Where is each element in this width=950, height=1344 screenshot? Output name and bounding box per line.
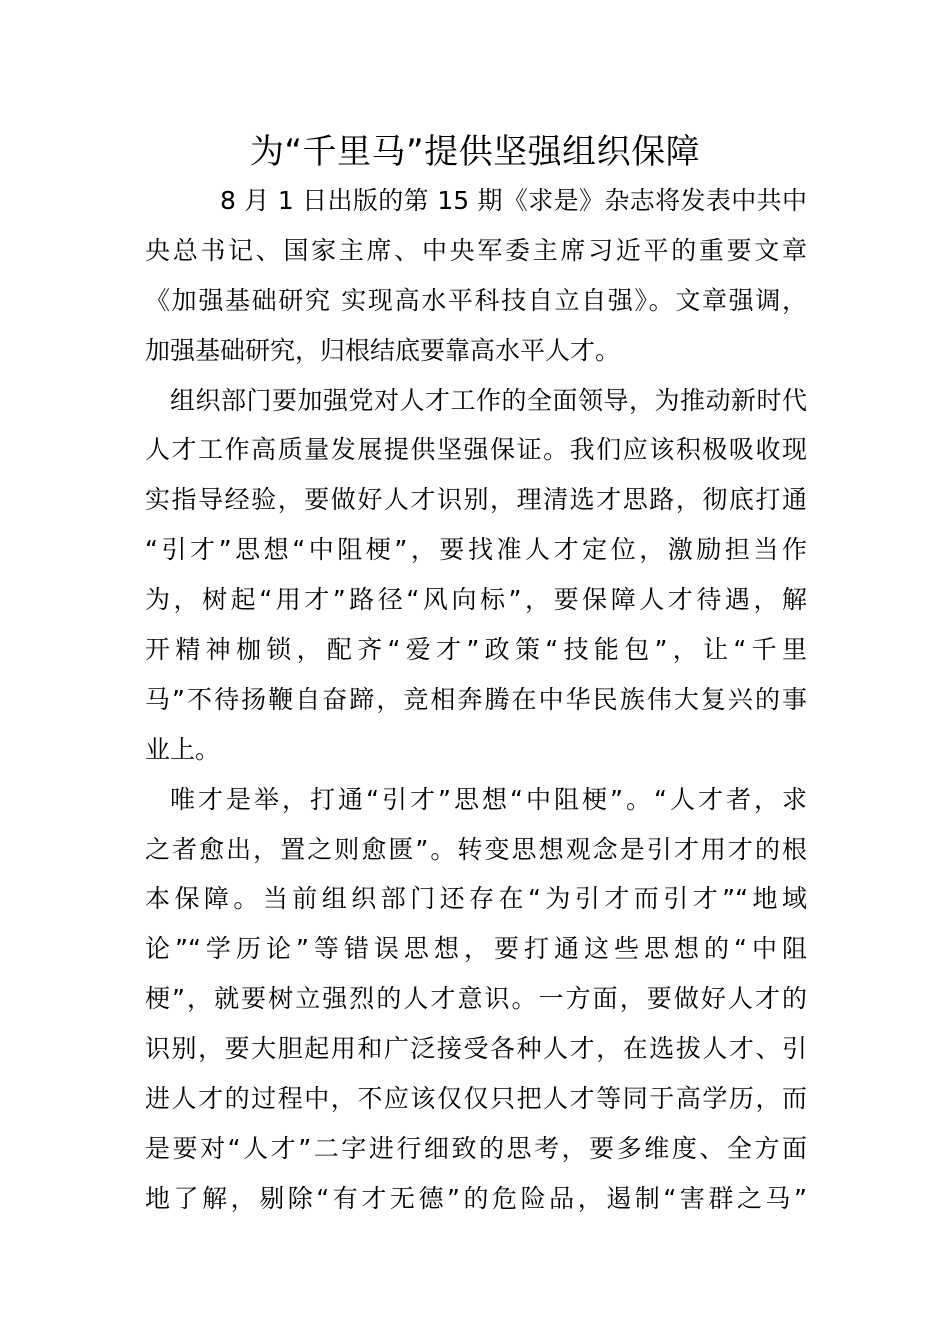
paragraph-3-line-5: 梗”，就要树立强烈的人才意识。一方面，要做好人才的 <box>145 984 807 1014</box>
paragraph-3-line-7: 进人才的过程中，不应该仅仅只把人才等同于高学历，而 <box>145 1084 807 1114</box>
paragraph-1-line-4: 加强基础研究，归根结底要靠高水平人才。 <box>145 335 621 365</box>
paragraph-3-line-8: 是要对“人才”二字进行细致的思考，要多维度、全方面 <box>145 1133 807 1163</box>
paragraph-3-line-2: 之者愈出，置之则愈匮”。转变思想观念是引才用才的根 <box>145 834 807 864</box>
paragraph-3-line-4: 论”“学历论”等错误思想，要打通这些思想的“中阻 <box>145 934 807 964</box>
paragraph-2-line-6: 开精神枷锁，配齐“爱才”政策“技能包”，让“千里 <box>145 635 807 665</box>
paragraph-3-line-6: 识别，要大胆起用和广泛接受各种人才，在选拔人才、引 <box>145 1034 807 1064</box>
paragraph-1-line-3: 《加强基础研究 实现高水平科技自立自强》。文章强调， <box>145 285 807 315</box>
paragraph-2-line-4: “引才”思想“中阻梗”，要找准人才定位，激励担当作 <box>145 535 807 565</box>
paragraph-2-line-7: 马”不待扬鞭自奋蹄，竞相奔腾在中华民族伟大复兴的事 <box>145 684 807 714</box>
paragraph-3-line-3: 本保障。当前组织部门还存在“为引才而引才”“地域 <box>145 884 807 914</box>
paragraph-3-line-1: 唯才是举，打通“引才”思想“中阻梗”。“人才者，求 <box>170 784 807 814</box>
paragraph-2-line-2: 人才工作高质量发展提供坚强保证。我们应该积极吸收现 <box>145 435 807 465</box>
paragraph-3-line-9: 地了解，剔除“有才无德”的危险品，遏制“害群之马” <box>145 1183 807 1213</box>
paragraph-2-line-3: 实指导经验，要做好人才识别，理清选才思路，彻底打通 <box>145 485 807 515</box>
document-title: 为“千里马”提供坚强组织保障 <box>249 132 701 172</box>
paragraph-2-line-8: 业上。 <box>145 734 221 764</box>
paragraph-1-line-1: 8 月 1 日出版的第 15 期《求是》杂志将发表中共中 <box>220 186 807 215</box>
paragraph-2-line-5: 为，树起“用才”路径“风向标”，要保障人才待遇，解 <box>145 585 807 615</box>
document-body <box>145 176 807 1224</box>
paragraph-1-line-2: 央总书记、国家主席、中央军委主席习近平的重要文章 <box>145 235 807 265</box>
paragraph-2-line-1: 组织部门要加强党对人才工作的全面领导，为推动新时代 <box>170 385 807 415</box>
